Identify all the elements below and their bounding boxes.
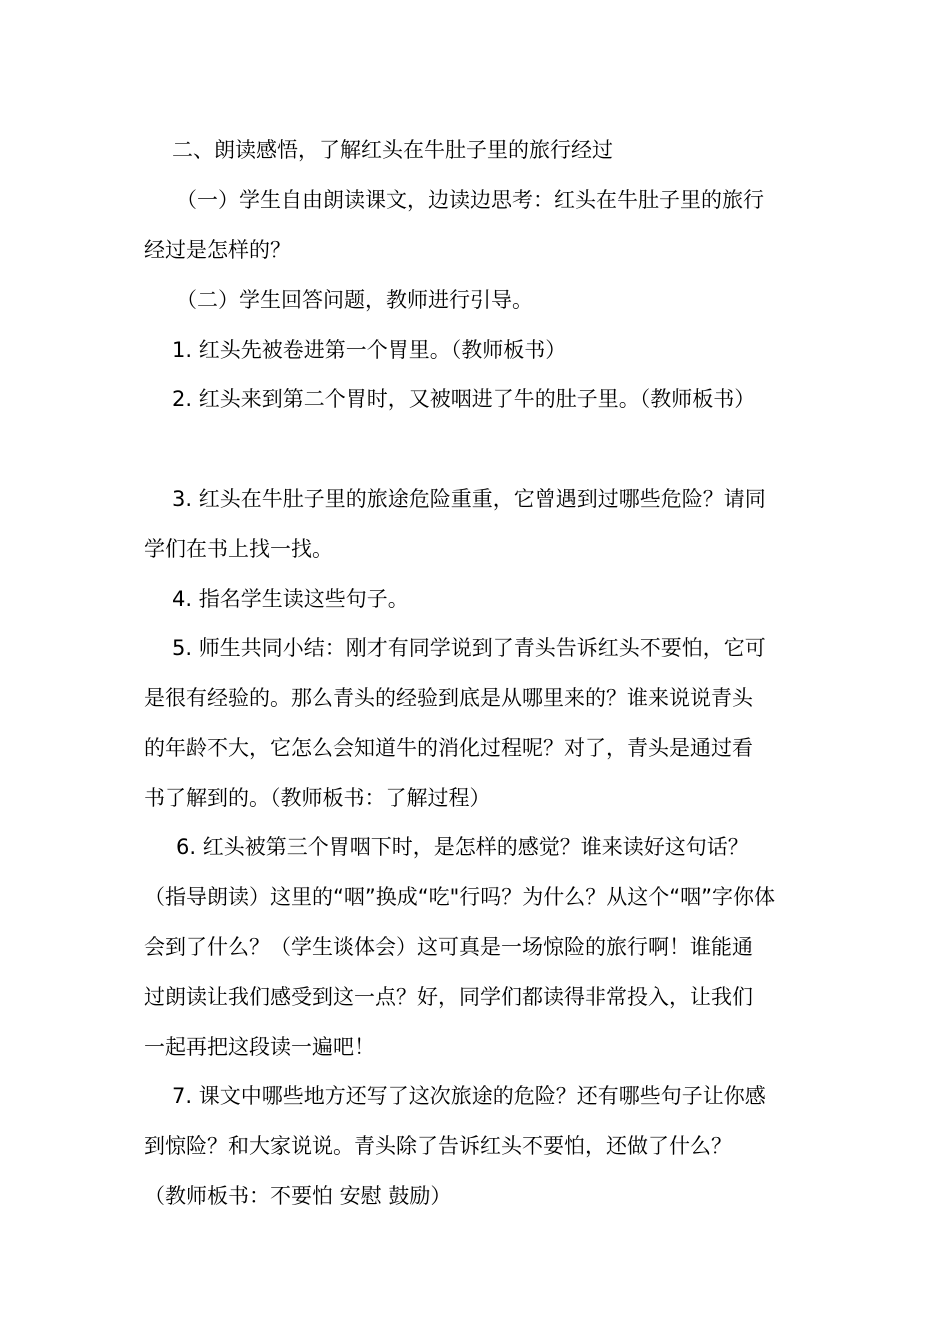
list-item: 7. 课文中哪些地方还写了这次旅途的危险？还有哪些句子让你感 (172, 1084, 766, 1108)
list-item: 2. 红头来到第二个胃时，又被咽进了牛的肚子里。（教师板书） (172, 387, 756, 411)
paragraph-line: 书了解到的。（教师板书：了解过程） (144, 786, 491, 810)
paragraph-line: 是很有经验的。那么青头的经验到底是从哪里来的？谁来说说青头 (144, 686, 753, 710)
section-heading: 二、朗读感悟，了解红头在牛肚子里的旅行经过 (172, 138, 613, 162)
list-item: 3. 红头在牛肚子里的旅途危险重重，它曾遇到过哪些危险？请同 (172, 487, 766, 511)
paragraph-line: （一）学生自由朗读课文，边读边思考：红头在牛肚子里的旅行 (176, 188, 764, 212)
paragraph-line: （二）学生回答问题，教师进行引导。 (176, 288, 533, 312)
list-item: 4. 指名学生读这些句子。 (172, 587, 409, 611)
list-item: 5. 师生共同小结：刚才有同学说到了青头告诉红头不要怕，它可 (172, 636, 766, 660)
paragraph-line: 经过是怎样的？ (144, 238, 291, 262)
paragraph-line: 的年龄不大，它怎么会知道牛的消化过程呢？对了，青头是通过看 (144, 736, 753, 760)
paragraph-line: 学们在书上找一找。 (144, 537, 333, 561)
paragraph-line: 到惊险？和大家说说。青头除了告诉红头不要怕，还做了什么？ (144, 1134, 732, 1158)
paragraph-line: （指导朗读）这里的“咽”换成“吃"行吗？为什么？从这个“咽”字你体 (144, 885, 776, 909)
paragraph-line: 会到了什么？（学生谈体会）这可真是一场惊险的旅行啊！谁能通 (144, 935, 753, 959)
list-item: 1. 红头先被卷进第一个胃里。（教师板书） (172, 338, 567, 362)
paragraph-line: 过朗读让我们感受到这一点？好，同学们都读得非常投入，让我们 (144, 985, 753, 1009)
paragraph-line: 一起再把这段读一遍吧！ (144, 1035, 375, 1059)
list-item: 6. 红头被第三个胃咽下时，是怎样的感觉？谁来读好这句话？ (176, 835, 749, 859)
paragraph-line: （教师板书：不要怕 安慰 鼓励） (144, 1184, 452, 1208)
